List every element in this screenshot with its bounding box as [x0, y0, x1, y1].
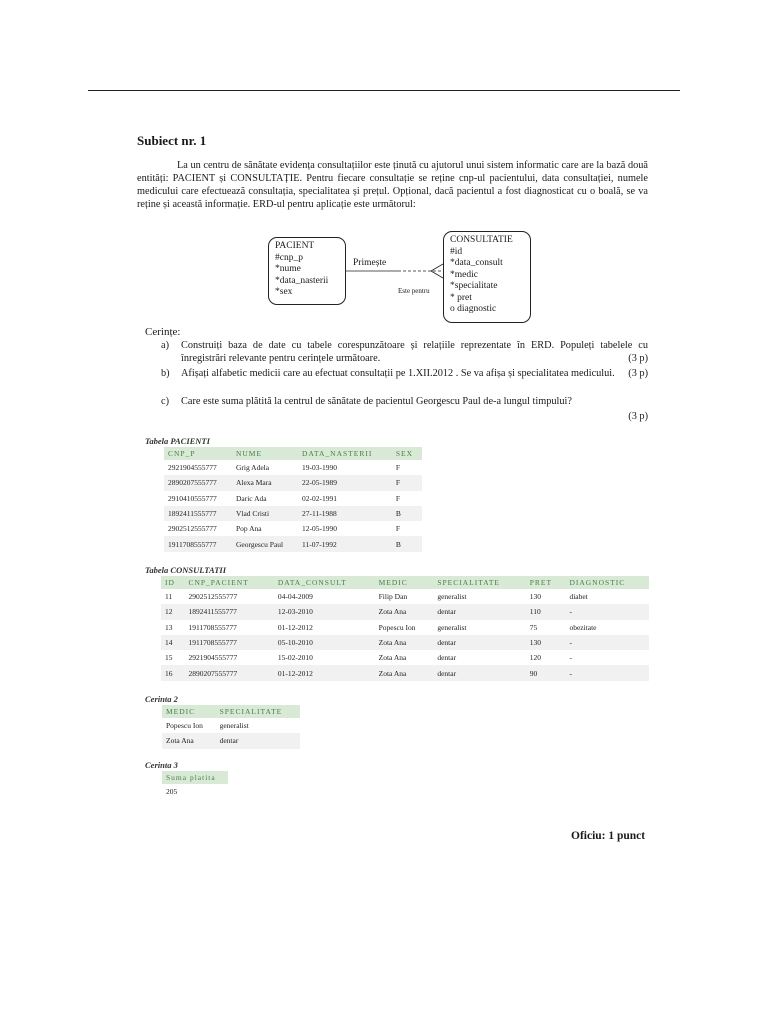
column-header: MEDIC [162, 705, 216, 718]
table-cell: 15 [161, 650, 184, 665]
table-cell: 2921904555777 [164, 460, 232, 475]
table-cell: Zota Ana [375, 635, 434, 650]
requirement-a [163, 340, 648, 365]
table-cell: - [565, 604, 649, 619]
table-cell: 75 [526, 620, 566, 635]
column-header: Suma platita [162, 771, 228, 784]
table-cell: 27-11-1988 [298, 506, 392, 521]
table-caption-consultatii: Tabela CONSULTATII [145, 565, 227, 575]
table-cell: 01-12-2012 [274, 665, 375, 680]
table-cell: - [565, 665, 649, 680]
table-cell: 2902512555777 [184, 589, 273, 604]
requirement-text: Construiți baza de date cu tabele corespunzătoare și relațiile reprezentate în ERD. Populeți tabelele cu înregistrări relevante pentru cerințele următoare. [181, 340, 648, 364]
table-cell: Vlad Cristi [232, 506, 298, 521]
table-cerinta2 [162, 705, 300, 749]
table-cell: 110 [526, 604, 566, 619]
table-cell: - [565, 635, 649, 650]
erd-consultatie-attr: *medic [450, 269, 478, 280]
table-cell: 90 [526, 665, 566, 680]
requirement-letter: b) [161, 368, 170, 379]
requirement-points: (3 p) [628, 352, 648, 364]
column-header: DATA_NASTERII [298, 447, 392, 460]
table-cell: Grig Adela [232, 460, 298, 475]
table-cell: 2902512555777 [164, 521, 232, 536]
table-row [161, 650, 649, 665]
table-cell: 11-07-1992 [298, 536, 392, 551]
table-cell: 12-05-1990 [298, 521, 392, 536]
table-cell: 1892411555777 [164, 506, 232, 521]
erd-consultatie-attr: * pret [450, 292, 472, 303]
table-cell: 14 [161, 635, 184, 650]
table-cell: obezitate [565, 620, 649, 635]
table-cell: 130 [526, 635, 566, 650]
table-cell: Filip Dan [375, 589, 434, 604]
table-cell: 205 [162, 784, 228, 799]
table-caption-pacienti: Tabela PACIENTI [145, 436, 210, 446]
table-cell: dentar [216, 733, 300, 748]
requirement-letter: c) [161, 396, 169, 407]
erd-consultatie-attr: o diagnostic [450, 304, 497, 314]
erd-pacient-attr: #cnp_p [275, 252, 303, 263]
table-cell: 1911708555777 [184, 635, 273, 650]
requirement-c [163, 396, 648, 423]
table-row [161, 665, 649, 680]
erd-entity-pacient [268, 237, 346, 305]
column-header: PRET [526, 576, 566, 589]
table-cell: 12-03-2010 [274, 604, 375, 619]
table-cell: Zota Ana [375, 650, 434, 665]
table-cell: Zota Ana [375, 604, 434, 619]
requirement-letter: a) [161, 340, 169, 351]
table-cell: dentar [433, 604, 525, 619]
subject-title: Subiect nr. 1 [137, 133, 207, 148]
table-row [161, 604, 649, 619]
table-row [164, 475, 422, 490]
table-cell: F [392, 460, 422, 475]
requirements-heading: Cerințe: [145, 326, 181, 338]
table-cell: generalist [216, 718, 300, 733]
column-header: SEX [392, 447, 422, 460]
table-cell: 1911708555777 [184, 620, 273, 635]
erd-rel-este-pentru: Este pentru [398, 287, 430, 295]
table-caption-cerinta3: Cerinta 3 [145, 760, 178, 770]
column-header: NUME [232, 447, 298, 460]
table-cell: B [392, 536, 422, 551]
table-cell: 11 [161, 589, 184, 604]
table-cell: - [565, 650, 649, 665]
table-cell: dentar [433, 635, 525, 650]
table-row [161, 589, 649, 604]
column-header: CNP_P [164, 447, 232, 460]
table-cell: B [392, 506, 422, 521]
table-cell: 2921904555777 [184, 650, 273, 665]
erd-pacient-attr: *data_nasterii [275, 275, 329, 286]
table-cell: F [392, 475, 422, 490]
table-cell: 22-05-1989 [298, 475, 392, 490]
erd-consultatie-attr: *data_consult [450, 258, 503, 268]
requirement-points: (3 p) [628, 368, 648, 379]
table-cell: 2910410555777 [164, 491, 232, 506]
crowfoot-lower [431, 271, 443, 278]
table-cell: diabet [565, 589, 649, 604]
crowfoot-upper [431, 264, 443, 271]
table-cell: 2890207555777 [184, 665, 273, 680]
table-cell: F [392, 521, 422, 536]
oficiu-note: Oficiu: 1 punct [571, 830, 646, 842]
table-cell: 02-02-1991 [298, 491, 392, 506]
table-cell: Zota Ana [162, 733, 216, 748]
table-cell: Popescu Ion [162, 718, 216, 733]
column-header: CNP_PACIENT [184, 576, 273, 589]
table-cell: 130 [526, 589, 566, 604]
table-row [164, 491, 422, 506]
intro-paragraph: La un centru de sănătate evidența consultațiilor este ținută cu ajutorul unui sistem informatic care are la bază două entități: PACIENT și CONSULTAȚIE. Pentru fiecare consultație se reține cnp-ul pacientului, data consultației, numele medicului care efectuează consultația, specialitatea și prețul. Opțional, dacă pacientul a fost diagnosticat cu o boală, se va reține și această informație. ERD-ul pentru aplicație este următorul: [137, 160, 648, 210]
column-header: MEDIC [375, 576, 434, 589]
table-caption-cerinta2: Cerinta 2 [145, 694, 178, 704]
table-cell: generalist [433, 589, 525, 604]
table-cerinta3 [162, 771, 228, 799]
table-row [162, 718, 300, 733]
table-cell: F [392, 491, 422, 506]
table-cell: 2890207555777 [164, 475, 232, 490]
table-cell: Daric Ada [232, 491, 298, 506]
table-row [164, 536, 422, 551]
table-cell: 05-10-2010 [274, 635, 375, 650]
table-cell: 12 [161, 604, 184, 619]
erd-pacient-attr: *sex [275, 287, 293, 297]
erd-consultatie-title: CONSULTATIE [450, 235, 513, 245]
table-row [162, 733, 300, 748]
table-row [164, 460, 422, 475]
table-cell: 01-12-2012 [274, 620, 375, 635]
table-cell: Alexa Mara [232, 475, 298, 490]
column-header: SPECIALITATE [433, 576, 525, 589]
table-consultatii [161, 576, 649, 681]
table-cell: 15-02-2010 [274, 650, 375, 665]
table-cell: dentar [433, 665, 525, 680]
erd-rel-primeste: Primește [353, 258, 387, 268]
erd-pacient-title: PACIENT [275, 241, 315, 251]
table-row [162, 784, 228, 799]
table-cell: 120 [526, 650, 566, 665]
table-cell: 19-03-1990 [298, 460, 392, 475]
table-cell: 1892411555777 [184, 604, 273, 619]
table-cell: Zota Ana [375, 665, 434, 680]
requirement-text: Afișați alfabetic medicii care au efectuat consultații pe 1.XII.2012 . Se va afișa și specialitatea medicului. [181, 368, 615, 379]
requirement-b [163, 368, 648, 381]
table-cell: Georgescu Paul [232, 536, 298, 551]
table-cell: 1911708555777 [164, 536, 232, 551]
requirement-text: Care este suma plătită la centrul de sănătate de pacientul Georgescu Paul de-a lungul timpului? [181, 396, 572, 407]
table-row [164, 521, 422, 536]
erd-consultatie-attr: *specialitate [450, 281, 498, 291]
column-header: DIAGNOSTIC [565, 576, 649, 589]
table-row [161, 620, 649, 635]
table-pacienti [164, 447, 422, 552]
table-row [161, 635, 649, 650]
erd-pacient-attr: *nume [275, 264, 301, 274]
column-header: SPECIALITATE [216, 705, 300, 718]
table-cell: Pop Ana [232, 521, 298, 536]
column-header: ID [161, 576, 184, 589]
table-cell: 16 [161, 665, 184, 680]
erd-consultatie-attr: #id [450, 246, 463, 257]
requirement-points: (3 p) [628, 410, 648, 422]
table-cell: 13 [161, 620, 184, 635]
table-row [164, 506, 422, 521]
column-header: DATA_CONSULT [274, 576, 375, 589]
table-cell: generalist [433, 620, 525, 635]
table-cell: Popescu Ion [375, 620, 434, 635]
table-cell: dentar [433, 650, 525, 665]
erd-entity-consultatie [443, 231, 531, 323]
table-cell: 04-04-2009 [274, 589, 375, 604]
